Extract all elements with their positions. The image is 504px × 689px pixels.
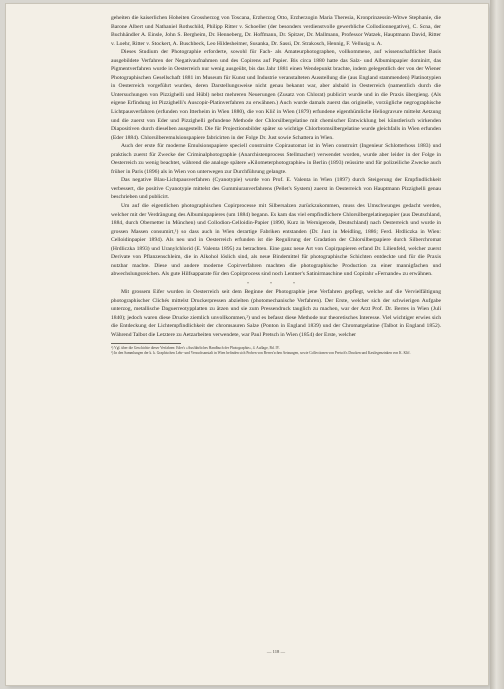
body-text xyxy=(111,14,441,357)
book-page xyxy=(6,4,488,685)
paragraph-group-1 xyxy=(111,14,441,279)
footnote: ²) In den Sammlungen der k. k. Graphischen Lehr- und Versuchsanstalt in Wien befinden sich Proben von Berres'schen Aetzungen, sowie Collectionen von Pretsch's Drucken und Kastlegenzinken von K. Klič. xyxy=(111,351,411,356)
paragraph: Dieses Studium der Photographie erforderte, sowohl für Fach- als Amateurphotographen, vollkommene, auf wissenschaftlicher Basis ausgebildete Verfahren der Negativaufnahmen und des Copirens auf Papier. Bis circa 1880 hatte das Salz- und Albuminpapier dominirt, das Pigmentverfahren wurde in Oesterreich nur wenig ausgeübt, bis das Jahr 1881 einen Wendepunkt brachte, indem gelegentlich der von der Wiener Photographischen Gesellschaft 1881 im Museum für Kunst und Industrie veranstalteten Ausstellung die (aus England stammenden) Platinotypien in Oesterreich vorgeführt wurden, deren Darstellungsweise nicht genau bekannt war, aber alsbald in Oesterreich (namentlich durch die Untersuchungen von Pizzighelli und Hübl) nebst mehreren Neuerungen (Zusatz von Chlorat) publicirt wurde und in die Praxis übergieng. (Als eigene Erfindung ist Pizzighelli's Auscopir-Platinverfahren zu erwähnen.) Auch wurde damals zuerst das originelle, vorzügliche negrographische Lichtpausverfahren (erfunden von Itterheim in Wien 1880), die von Klič in Wien (1879) erfundene eigenthümliche Heliogravure mittelst Aetzung und die zuerst von Eder und Pizzighelli gefundene Methode der Chlorsilbergelatine mit chemischer Entwicklung bei künstlerisch wirkenden Diapositiven durch dieselben ausgestellt. Die für Projectionsbilder später so wichtige Chlorbromsilbergelatine wurde gleichfalls in Wien erfunden (Eder 1884). Chlorsilberemulsionspapiere fabricirten in der Folge Dr. Just sowie Schattera in Wien. xyxy=(111,49,441,141)
paragraph: Das negative Blau-Lichtpausverfahren (Cyanotypie) wurde von Prof. E. Valenta in Wien (1897) durch Steigerung der Empfindlichkeit verbessert, die positive Cyanotypie mittelst des Gummiuranverfahrens (Pellet's System) zuerst in Oesterreich von Hauptmann Pizzighelli genau beschrieben und publicirt. xyxy=(111,177,441,201)
paragraph-group-2 xyxy=(111,288,441,339)
paragraph: Mit grossem Eifer wurden in Oesterreich seit dem Beginne der Photographie jene Verfahren gepflegt, welche auf die Vervielfältigung photographischer Clichés mittelst Druckerpressen abzielten (photomechanische Verfahren). Der Erste, welcher sich der schwierigen Aufgabe unterzog, metallische Daguerreotypplatten zu ätzen und sie zum Pressendruck tauglich zu machen, war der Arzt Prof. Dr. Berres in Wien (Juli 1840); jedoch waren diese Drucke ziemlich unvollkommen,²) und es befasst diese Methode nur theoretisches Interesse. Viel wichtiger erwies sich die Entdeckung der Lichtempfindlichkeit der chromsauren Salze (Ponton in England 1839) und der Chromatgelatine (Talbot in England 1852). Während Talbot die Letztere zu Aetzarbeiten verwendete, war Paul Pretsch in Wien (1854) der Erste, welcher xyxy=(111,288,441,338)
footnote: ¹) Vgl. über die Geschichte dieser Verfahren: Eder's »Ausführliches Handbuch der Photographie«, 4. Auflage, Bd. IV. xyxy=(111,346,280,351)
paragraph: Um auf die eigentlichen photographischen Copirprocesse mit Silbersalzen zurückzukommen, muss des Umschwunges gedacht werden, welcher mit der Verdrängung des Albuminpapieres (um 1884) begann. Es kam das viel empfindlichere Chlorsilbergelatinepapier (aus Deutschland, 1884, durch Obernetter in München) und Collodion-Celloidin-Papier (1890, Kurz in Wernigerode, Deutschland) nach Oesterreich und wurde in grossen Massen consumirt,¹) so dass auch in Wien derartige Fabriken entstanden (Dr. Just in Meidling, 1886; Ferd. Hrdliczka in Wien: Celloidinpapier 1894). Als neu und in Oesterreich erfunden ist die Regulirung der Gradation der Chlorsilberpapiere durch Silberchromat (Hrdliczka 1893) und Uranylchlorid (E. Valenta 1895) zu betrachten. Eine ganz neue Art von Copirpapieren erfand Dr. Lilienfeld, welcher zuerst Derivate von Pflanzenschleim, die in Alkohol löslich sind, als neue Bindemittel für photographische Schichten entdeckte und für die Praxis nutzbar machte. Diese und andere moderne Copirverfahren machten die photographische Production zu einer mannigfachen und abwechslungsreichen. Als gute Hilfsapparate für den Copirprocess sind noch Lentner's Satinirmaschine und Copirahr »Fernande« zu erwähnen. xyxy=(111,203,441,278)
section-separator: * * * xyxy=(247,280,305,286)
paragraph: Auch der erste für moderne Emulsionspapiere speciell construirte Copirautomat ist in Wien construirt (Ingenieur Schlotterhoss 1883) und praktisch zuerst für Zwecke der Criminalphotographie (Anarchistenprocess Stellmacher) verwendet worden, wurde aber leider in der Folge in Oesterreich zu wenig beachtet, während die analoge spätere »Kilometerphotographie« in Berlin (1893) reüssirte und für polizeiliche Zwecke auch früher in Paris (1896) als in Wien von unterwegen zur Durchführung gelangte. xyxy=(111,143,441,175)
footnote-rule xyxy=(111,343,181,344)
book-gutter xyxy=(490,0,504,689)
page-number: — 118 — xyxy=(266,649,286,654)
paragraph: geheiten die kaiserlichen Hoheiten Grossherzog von Toscana, Erzherzog Otto, Erzherzogin Maria Theresia, Kronprinzessin-Witwe Stephanie, die Barone Albert und Nathaniel Rothschild, Philipp Ritter v. Schoeller (der besonders verdienstvolle gewerbliche Collodionnegative), C. Scna, der Buchhändler A. Einsle, John S. Bergheim, Dr. Henneberg, Dr. Hoffmann, Dr. Spitzer, Dr. Mallmann, Professor Watzek, Hauptmann David, Ritter v. Loehr, Ritter v. Stockert, A. Buschbeck, Leo Hildesheimer, Susanka, Dr. Sassi, Dr. Strakosch, Hennig, F. Vellusig u. A. xyxy=(111,15,441,47)
footnotes xyxy=(111,346,441,356)
